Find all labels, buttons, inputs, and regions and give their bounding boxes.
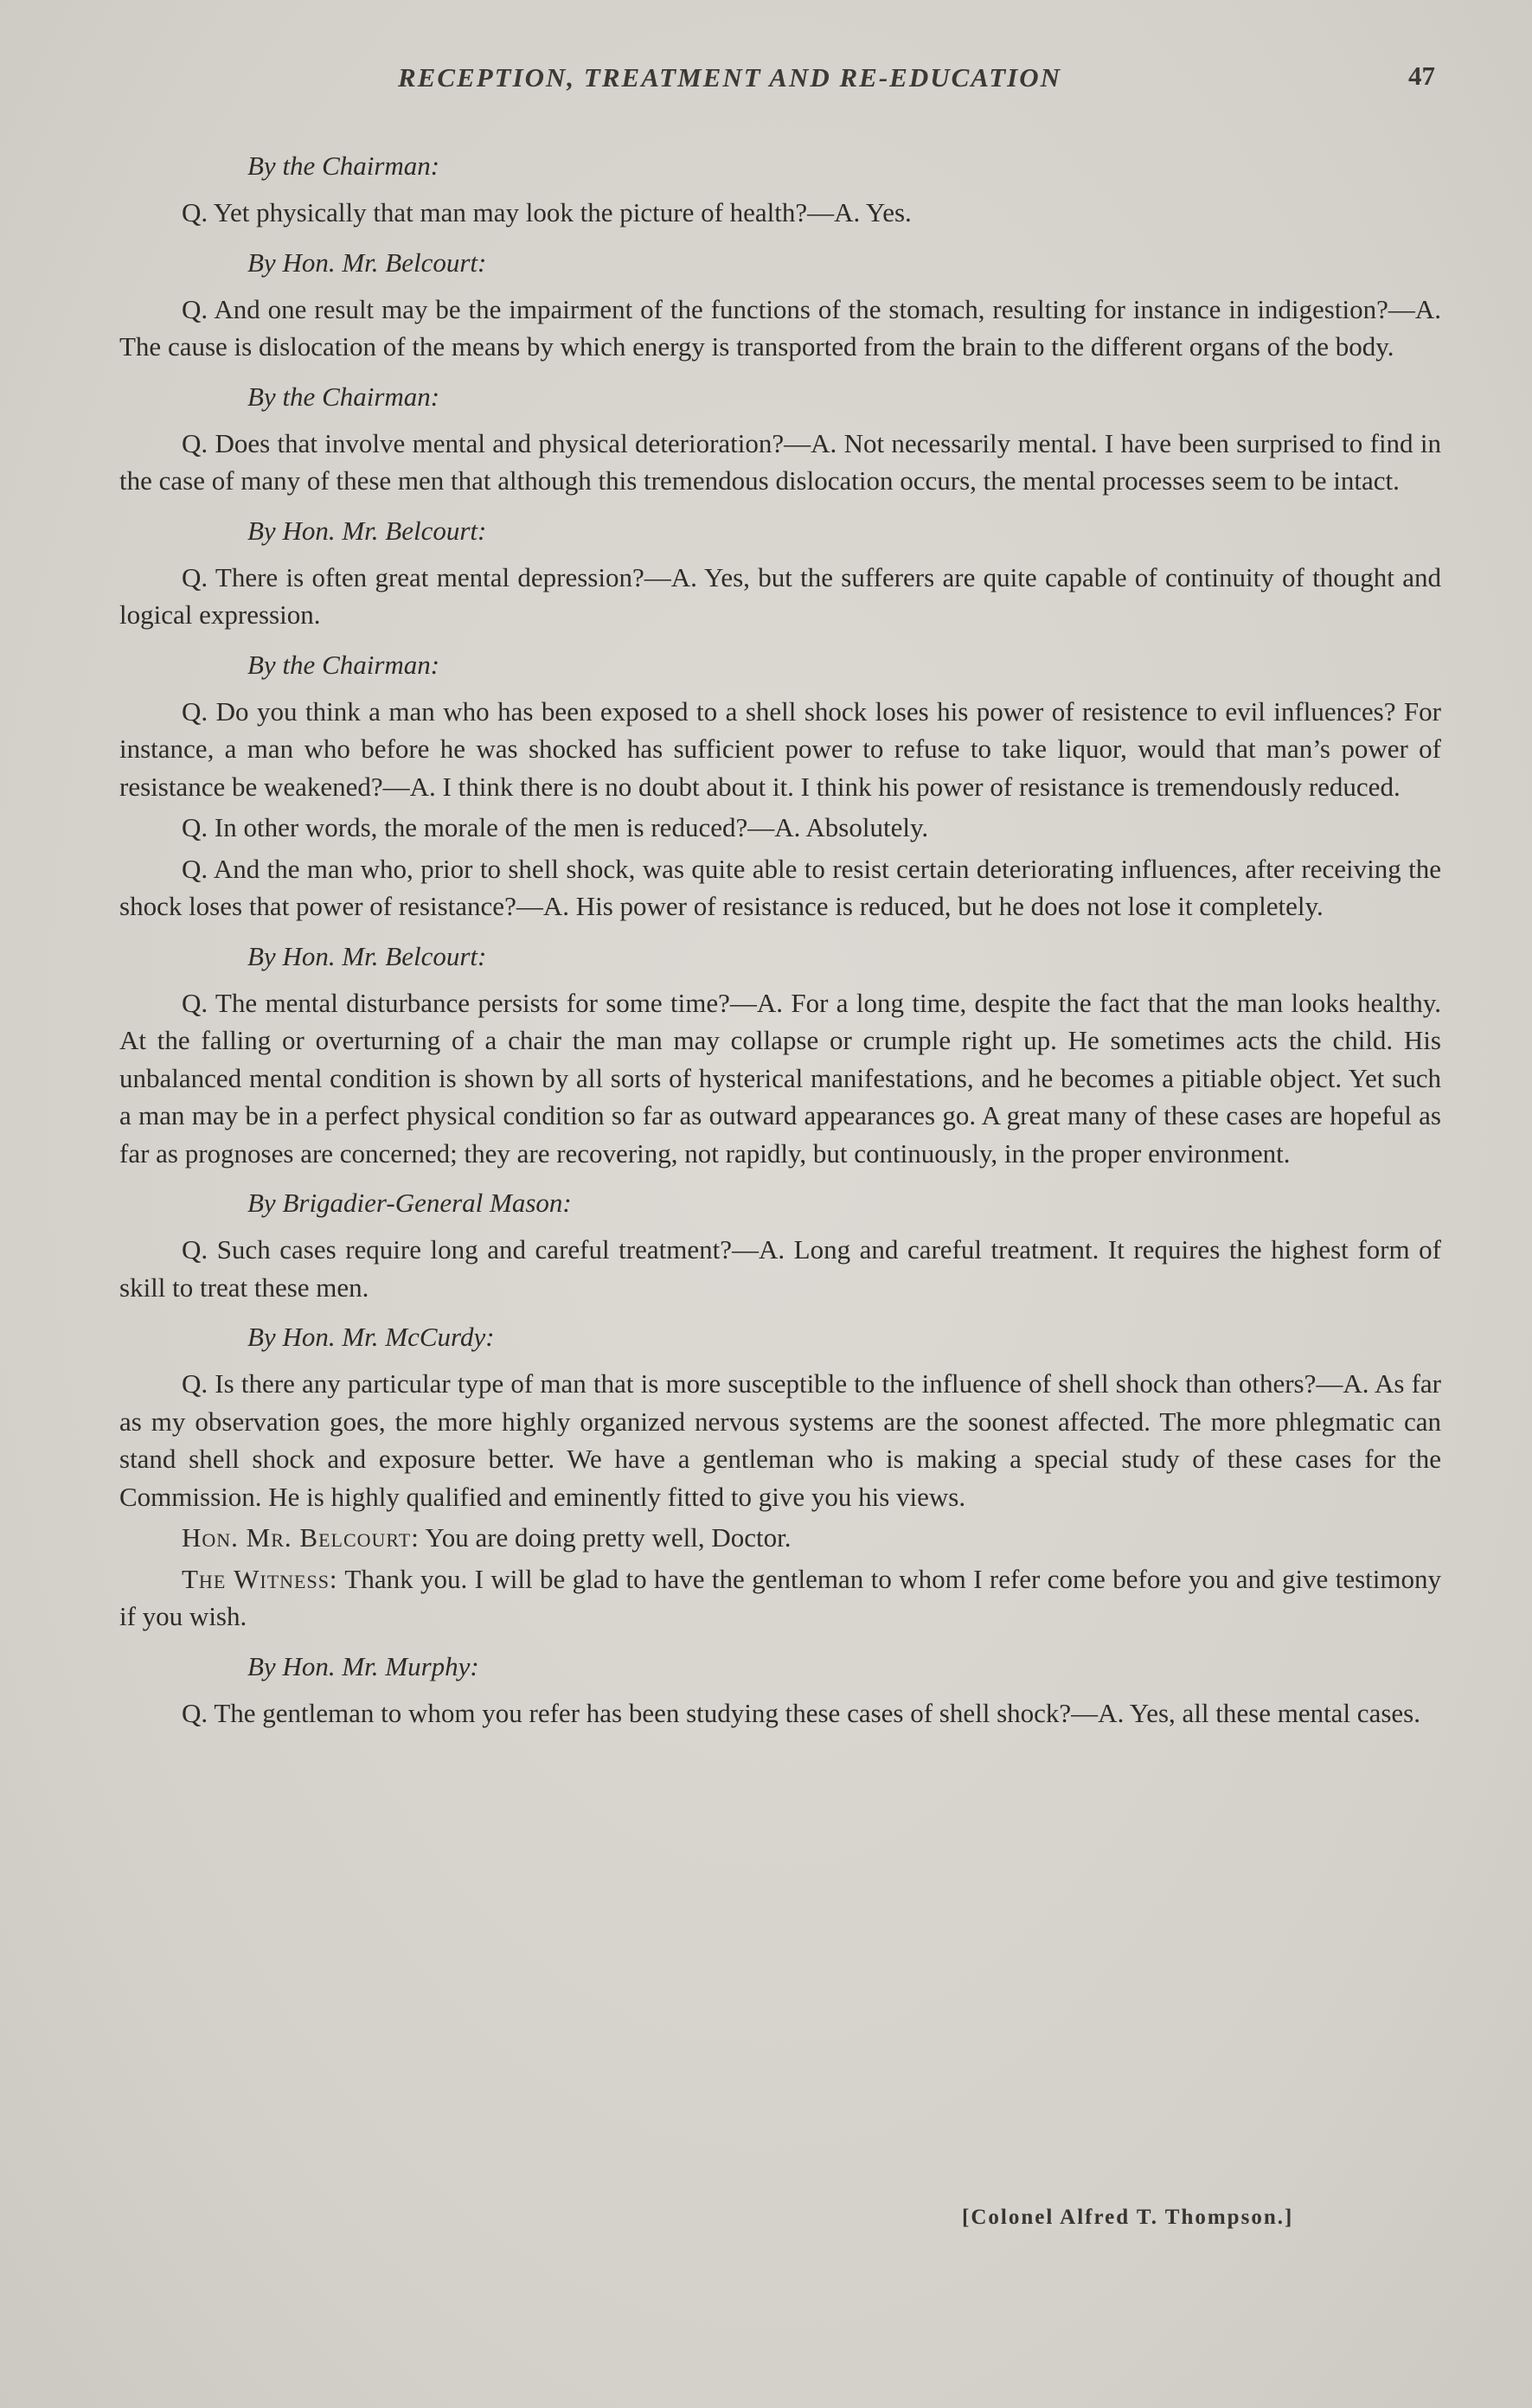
testimony-paragraph: Q. In other words, the morale of the men is reduced?—A. Absolutely. bbox=[182, 812, 929, 842]
running-head: RECEPTION, TREATMENT AND RE-EDUCATION bbox=[398, 62, 1062, 93]
testimony-paragraph: Q. The gentleman to whom you refer has been studying these cases of shell shock?—A. Yes, all these mental cases. bbox=[182, 1697, 1420, 1728]
dialogue-text: You are doing pretty well, Doctor. bbox=[419, 1522, 792, 1553]
testimony-paragraph: Q. Is there any particular type of man that is more susceptible to the influence of shell shock than others?—A. As far as my observation goes, the more highly organized nervous systems are the soonest affected. The more phlegmatic can stand shell shock and exposure better. We have a gentleman who is making a special study of these cases for the Commission. He is highly qualified and eminently fitted to give you his views. bbox=[119, 1368, 1441, 1512]
speaker-heading: By Hon. Mr. Belcourt: bbox=[247, 247, 487, 278]
speaker-heading: By Brigadier-General Mason: bbox=[247, 1188, 572, 1218]
testimony-paragraph: Q. The mental disturbance persists for some time?—A. For a long time, despite the fact that the man looks healthy. At the falling or overturning of a chair the man may collapse or crumple right up. He sometimes acts the child. His unbalanced mental condition is shown by all sorts of hysterical manifestations, and he becomes a pitiable object. Yet such a man may be in a perfect physical condition so far as outward appearances go. A great many of these cases are hopeful as far as prognoses are concerned; they are recovering, not rapidly, but continuously, in the proper environment. bbox=[119, 987, 1441, 1169]
speaker-heading: By Hon. Mr. Belcourt: bbox=[247, 515, 487, 546]
speaker-heading: By the Chairman: bbox=[247, 150, 440, 181]
speaker-heading: By the Chairman: bbox=[247, 381, 440, 412]
speaker-heading: By the Chairman: bbox=[247, 649, 440, 680]
testimony-paragraph: Q. And one result may be the impairment of the functions of the stomach, resulting for instance in indigestion?—A. The cause is dislocation of the means by which energy is transported from the brain to the different organs of the body. bbox=[119, 293, 1441, 362]
testimony-body bbox=[119, 147, 1441, 1744]
page-header bbox=[0, 61, 1532, 104]
page-number: 47 bbox=[1408, 61, 1435, 91]
testimony-paragraph: Q. Does that involve mental and physical deterioration?—A. Not necessarily mental. I have been surprised to find in the case of many of these men that although this tremendous dislocation occurs, the mental processes seem to be intact. bbox=[119, 427, 1441, 496]
speaker-label: The Witness: bbox=[182, 1563, 338, 1594]
speaker-heading: By Hon. Mr. McCurdy: bbox=[247, 1322, 495, 1352]
testimony-paragraph: Q. And the man who, prior to shell shock, was quite able to resist certain deteriorating influences, after receiving the shock loses that power of resistance?—A. His power of resistance is reduced, but he does not lose it completely. bbox=[119, 853, 1441, 921]
testimony-paragraph: Q. Such cases require long and careful treatment?—A. Long and careful treatment. It requires the highest form of skill to treat these men. bbox=[119, 1234, 1441, 1303]
speaker-heading: By Hon. Mr. Belcourt: bbox=[247, 940, 487, 971]
dialogue-text: Thank you. I will be glad to have the gentleman to whom I refer come before you and give testimony if you wish. bbox=[119, 1563, 1441, 1631]
testimony-paragraph: Q. There is often great mental depression?—A. Yes, but the sufferers are quite capable of continuity of thought and logical expression. bbox=[119, 561, 1441, 630]
dialogue-paragraph bbox=[119, 1519, 1441, 1557]
dialogue-paragraph bbox=[119, 1560, 1441, 1636]
speaker-label: Hon. Mr. Belcourt: bbox=[182, 1522, 420, 1553]
witness-attribution: [Colonel Alfred T. Thompson.] bbox=[962, 2206, 1294, 2229]
testimony-paragraph: Q. Do you think a man who has been exposed to a shell shock loses his power of resistence to evil influences? For instance, a man who before he was shocked has sufficient power to refuse to take liquor, would that man’s power of resistance be weakened?—A. I think there is no doubt about it. I think his power of resistance is tremendously reduced. bbox=[119, 695, 1441, 802]
testimony-paragraph: Q. Yet physically that man may look the picture of health?—A. Yes. bbox=[182, 197, 912, 227]
speaker-heading: By Hon. Mr. Murphy: bbox=[247, 1650, 479, 1681]
